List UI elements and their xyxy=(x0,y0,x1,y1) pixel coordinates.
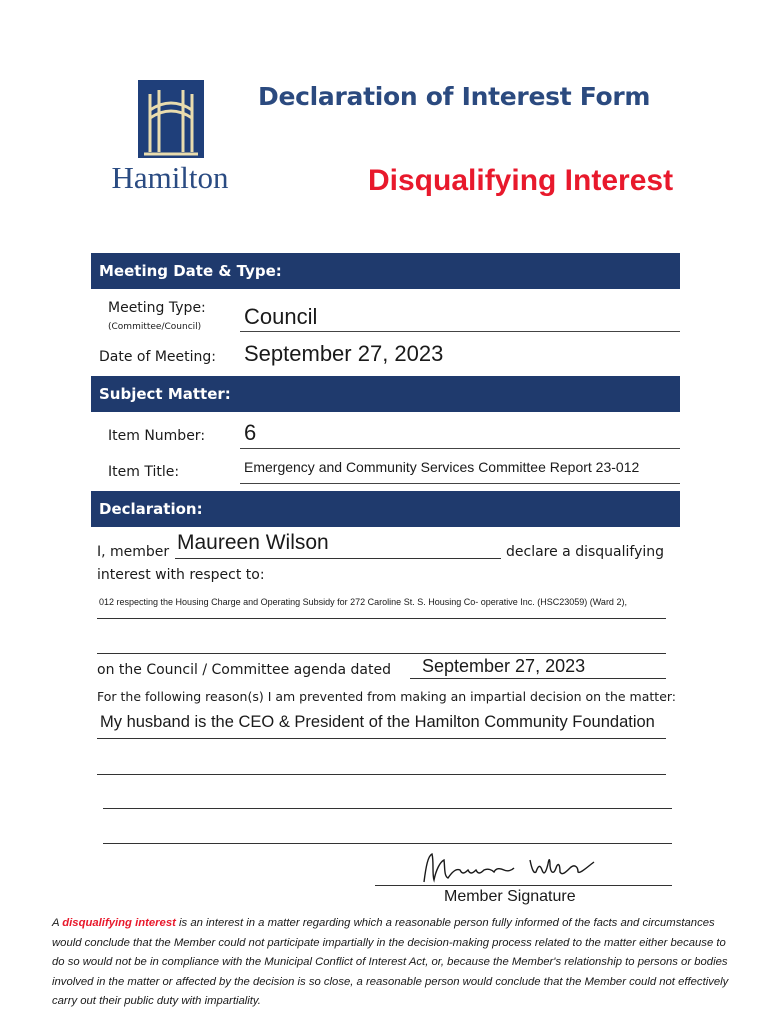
member-prefix: I, member xyxy=(97,544,170,560)
agenda-prefix: on the Council / Committee agenda dated xyxy=(97,662,391,678)
reason-underline-1 xyxy=(97,738,666,739)
definition-body: is an interest in a matter regarding which a reasonable person fully informed of the facts and circumstances would conclude that the Member could not participate impartially in the decision-making process related to the matter either because to do so would not be in compliance with the Municipal Conflict of Interest Act, or, because the Member's relationship to persons or bodies involved in the matter or affected by the decision is so close, a reasonable person would conclude that the Member could not effectively carry out their public duty with impartiality. xyxy=(52,917,729,1007)
declaration-section-header: Declaration: xyxy=(91,491,680,527)
item-number-label: Item Number: xyxy=(108,428,206,444)
respect-underline-1 xyxy=(97,618,666,619)
member-name-field[interactable]: Maureen Wilson xyxy=(177,531,329,554)
reason-underline-2 xyxy=(97,774,666,775)
disqualifying-interest-definition xyxy=(52,914,732,1012)
reason-field[interactable]: My husband is the CEO & President of the Hamilton Community Foundation xyxy=(100,713,655,731)
agenda-date-underline xyxy=(410,678,666,679)
item-title-underline xyxy=(240,483,680,484)
definition-lead: A xyxy=(52,917,63,929)
subject-section-header: Subject Matter: xyxy=(91,376,680,412)
signature-label: Member Signature xyxy=(444,888,576,905)
reason-prompt: For the following reason(s) I am prevented from making an impartial decision on the matter: xyxy=(97,689,677,704)
definition-term: disqualifying interest xyxy=(62,917,176,929)
meeting-type-label: Meeting Type: xyxy=(108,300,206,316)
interest-line: interest with respect to: xyxy=(97,567,265,583)
item-title-field[interactable]: Emergency and Community Services Committee Report 23-012 xyxy=(244,459,640,475)
reason-underline-3 xyxy=(103,808,672,809)
reason-underline-4 xyxy=(103,843,672,844)
item-number-underline xyxy=(240,448,680,449)
hamilton-logo xyxy=(100,78,240,198)
item-number-field[interactable]: 6 xyxy=(244,420,257,445)
meeting-type-underline xyxy=(240,331,680,332)
agenda-date-field[interactable]: September 27, 2023 xyxy=(422,656,586,676)
member-signature-image xyxy=(418,848,598,886)
meeting-date-label: Date of Meeting: xyxy=(99,349,217,365)
member-suffix: declare a disqualifying xyxy=(506,544,665,560)
form-subtitle: Disqualifying Interest xyxy=(368,164,674,197)
item-title-label: Item Title: xyxy=(108,464,180,480)
form-title: Declaration of Interest Form xyxy=(258,82,651,111)
meeting-date-field[interactable]: September 27, 2023 xyxy=(244,341,444,366)
respect-field[interactable]: 012 respecting the Housing Charge and Operating Subsidy for 272 Caroline St. S. Housing Co- operative Inc. (HSC23059) (Ward 2), xyxy=(99,597,627,607)
hamilton-logo-emblem xyxy=(138,80,204,158)
meeting-type-hint: (Committee/Council) xyxy=(108,322,202,332)
hamilton-logo-wordmark: Hamilton xyxy=(111,160,229,195)
member-name-underline xyxy=(175,558,501,559)
signature-underline xyxy=(375,885,672,886)
meeting-section-header: Meeting Date & Type: xyxy=(91,253,680,289)
respect-underline-2 xyxy=(97,653,666,654)
meeting-type-field[interactable]: Council xyxy=(244,304,318,329)
